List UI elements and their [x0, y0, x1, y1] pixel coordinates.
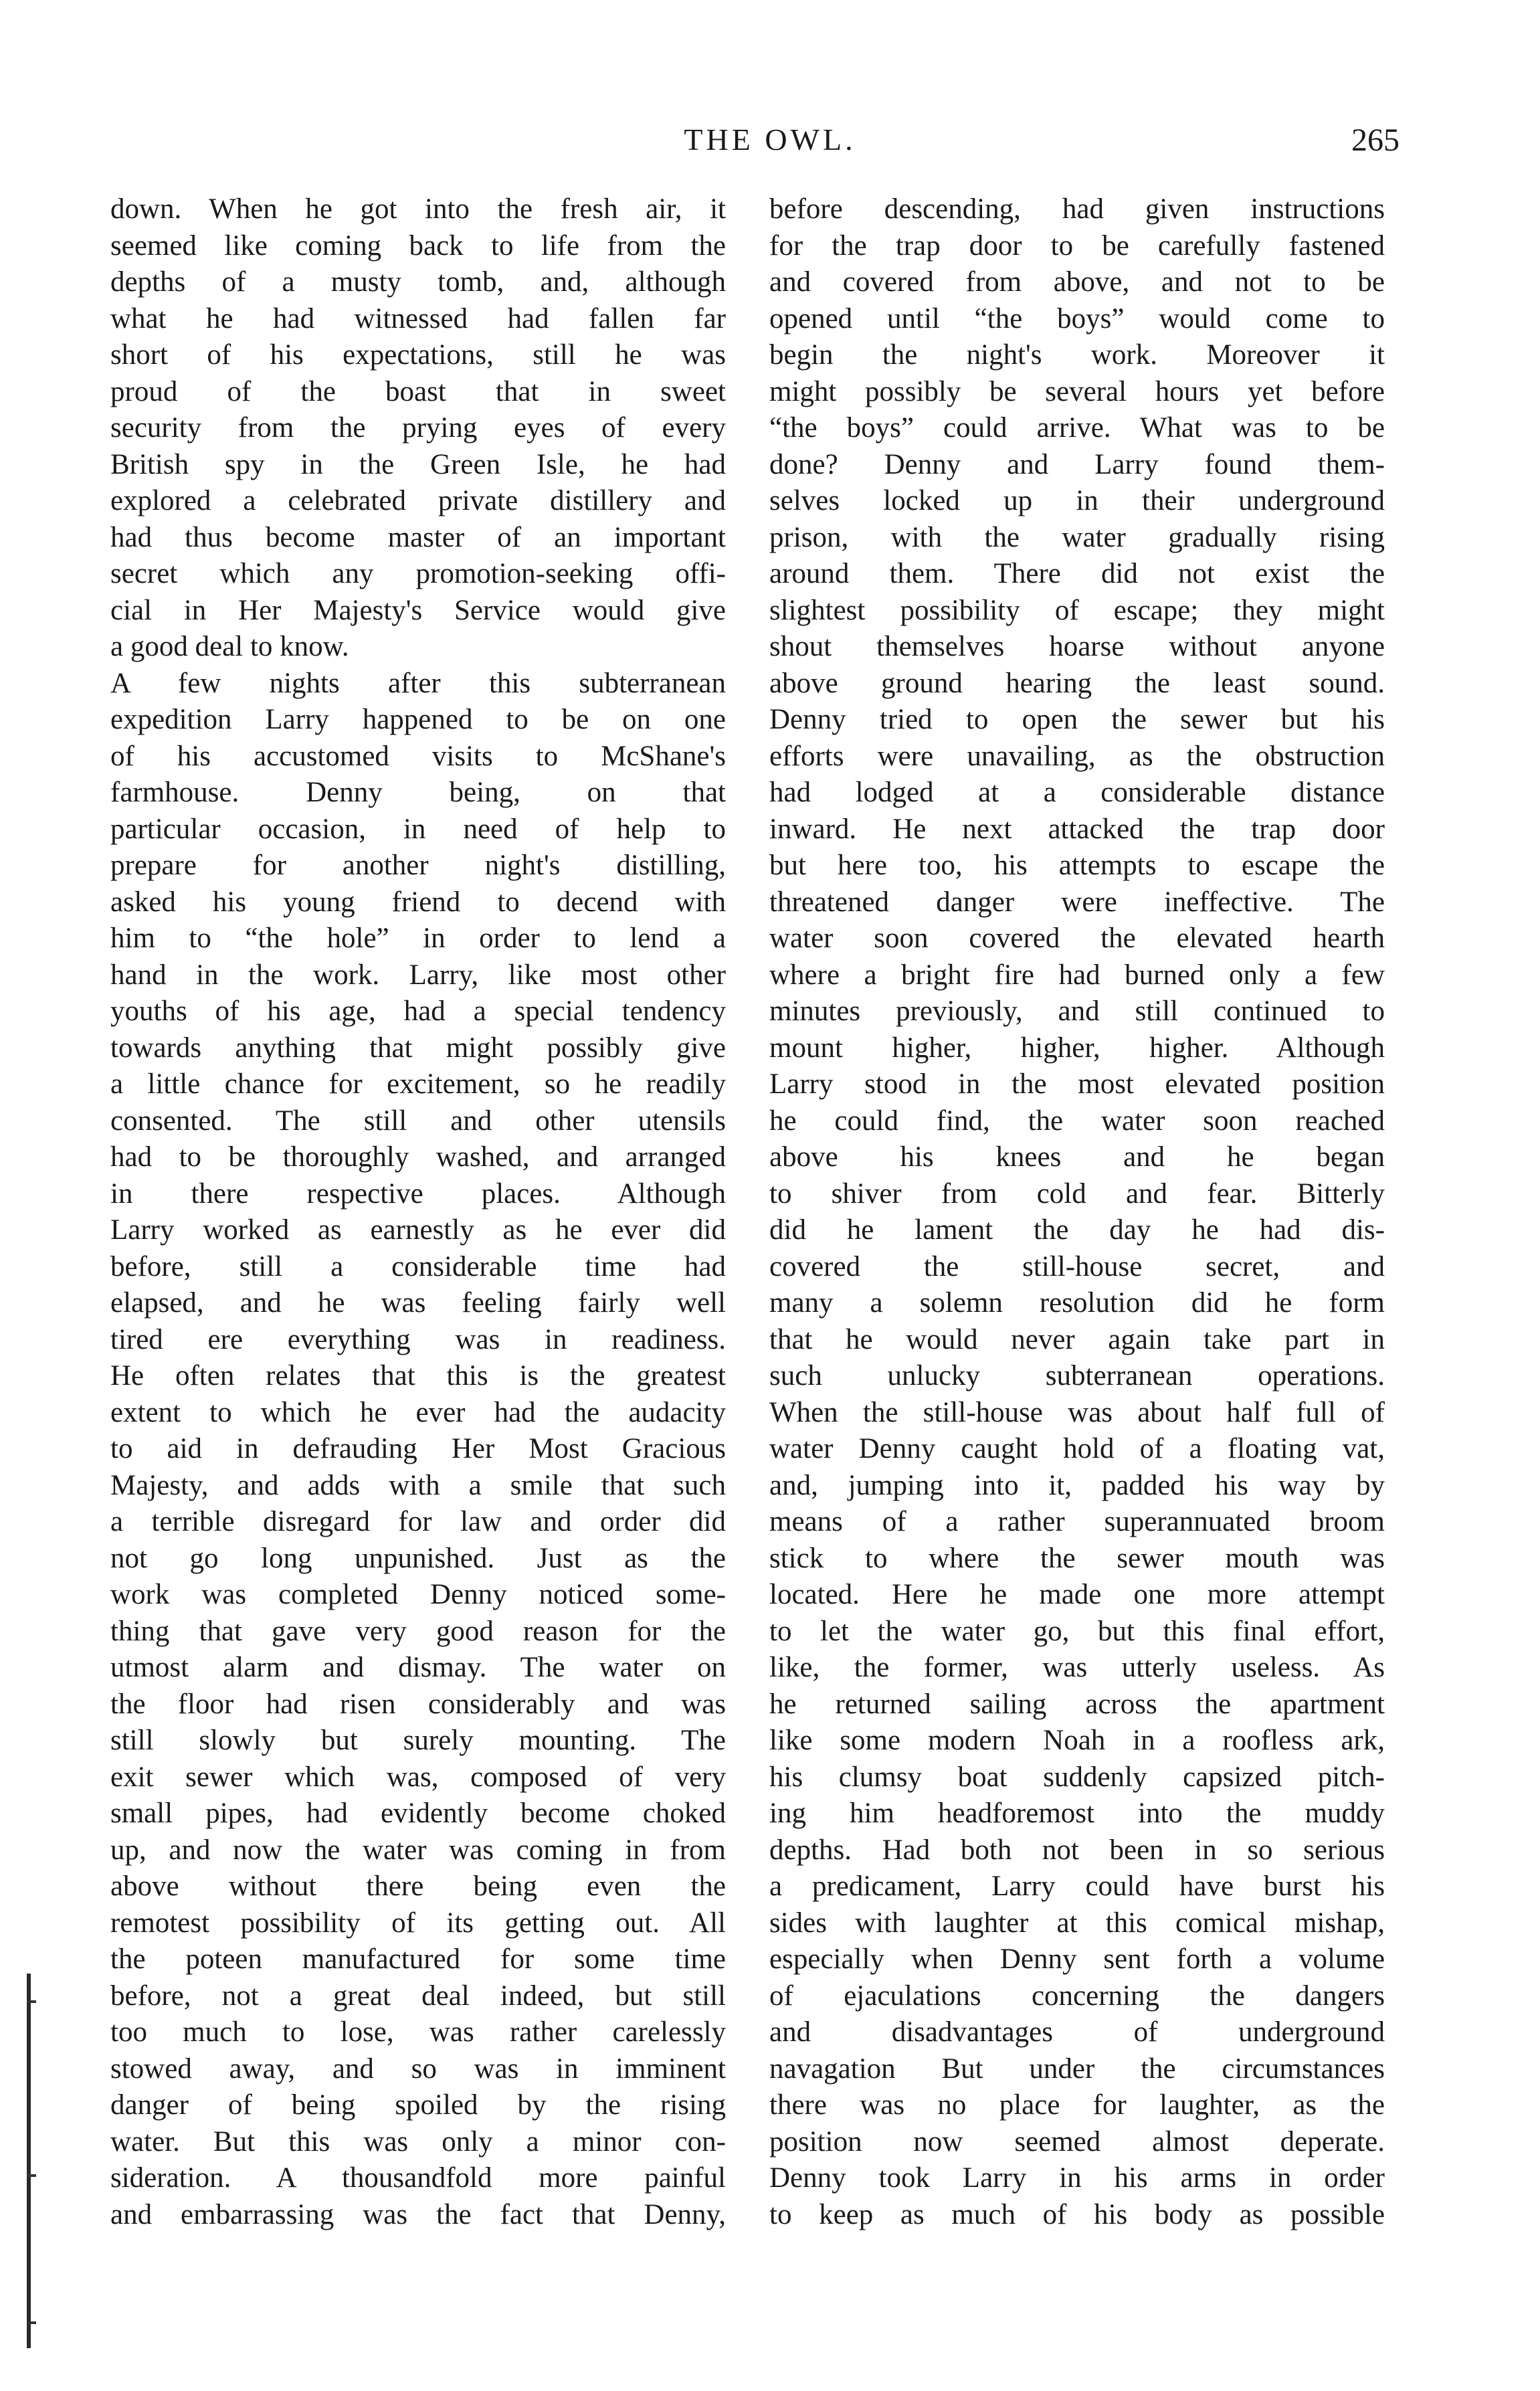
- text-line: what he had witnessed had fallen far: [110, 302, 726, 334]
- text-line: prison, with the water gradually rising: [769, 521, 1385, 553]
- text-line: a predicament, Larry could have burst his: [769, 1871, 1385, 1902]
- text-line: of his accustomed visits to McShane's: [110, 740, 726, 772]
- text-line: stowed away, and so was in imminent: [110, 2052, 726, 2085]
- edge-tick: [27, 2174, 36, 2177]
- text-line: where a bright fire had burned only a few: [769, 959, 1385, 991]
- text-line: proud of the boast that in sweet: [110, 375, 726, 407]
- text-line: Majesty, and adds with a smile that such: [110, 1469, 726, 1501]
- text-line: position now seemed almost deperate.: [769, 2125, 1385, 2158]
- edge-tick: [27, 2321, 36, 2324]
- text-line: Denny tried to open the sewer but his: [769, 704, 1385, 735]
- text-line: to aid in defrauding Her Most Gracious: [110, 1433, 726, 1464]
- text-line: down. When he got into the fresh air, it: [110, 193, 726, 225]
- text-line: cial in Her Majesty's Service would give: [110, 594, 726, 626]
- text-line: means of a rather superannuated broom: [769, 1506, 1385, 1537]
- text-line: done? Denny and Larry found them-: [769, 448, 1385, 480]
- text-line: above ground hearing the least sound.: [769, 667, 1385, 699]
- text-line: did he lament the day he had dis-: [769, 1214, 1385, 1246]
- text-line: prepare for another night's distilling,: [110, 850, 726, 881]
- text-line: to keep as much of his body as possible: [769, 2198, 1385, 2230]
- left-column: [110, 191, 726, 2233]
- text-line: danger of being spoiled by the rising: [110, 2089, 726, 2121]
- text-line: to let the water go, but this final effort,: [769, 1615, 1385, 1647]
- text-line: not go long unpunished. Just as the: [110, 1542, 726, 1574]
- text-line: water soon covered the elevated hearth: [769, 923, 1385, 954]
- text-line: inward. He next attacked the trap door: [769, 813, 1385, 845]
- text-line: for the trap door to be carefully fastened: [769, 229, 1385, 262]
- text-line: before descending, had given instructions: [769, 193, 1385, 225]
- text-line: tired ere everything was in readiness.: [110, 1323, 726, 1355]
- text-line: before, not a great deal indeed, but still: [110, 1980, 726, 2012]
- text-line: secret which any promotion-seeking offi-: [110, 558, 726, 589]
- text-line: remotest possibility of its getting out. All: [110, 1907, 726, 1939]
- text-line: begin the night's work. Moreover it: [769, 339, 1385, 371]
- text-line: a little chance for excitement, so he readily: [110, 1068, 726, 1100]
- text-line: towards anything that might possibly give: [110, 1032, 726, 1064]
- text-line: that he would never again take part in: [769, 1323, 1385, 1355]
- text-line: in there respective places. Although: [110, 1177, 726, 1210]
- text-line: “the boys” could arrive. What was to be: [769, 412, 1385, 444]
- text-line: mount higher, higher, higher. Although: [769, 1032, 1385, 1064]
- text-line: selves locked up in their underground: [769, 485, 1385, 516]
- page-edge-binding-mark: [27, 1974, 31, 2348]
- text-line: particular occasion, in need of help to: [110, 813, 726, 845]
- text-line: of ejaculations concerning the dangers: [769, 1980, 1385, 2012]
- text-line: ing him headforemost into the muddy: [769, 1798, 1385, 1829]
- text-line: still slowly but surely mounting. The: [110, 1725, 726, 1756]
- text-line: work was completed Denny noticed some-: [110, 1579, 726, 1610]
- running-header: [0, 122, 1540, 175]
- text-line: security from the prying eyes of every: [110, 412, 726, 444]
- text-line: had lodged at a considerable distance: [769, 777, 1385, 808]
- text-line: up, and now the water was coming in from: [110, 1834, 726, 1866]
- text-line: located. Here he made one more attempt: [769, 1579, 1385, 1610]
- text-line: him to “the hole” in order to lend a: [110, 923, 726, 954]
- text-line: short of his expectations, still he was: [110, 339, 726, 371]
- text-line: a terrible disregard for law and order did: [110, 1506, 726, 1537]
- text-line: Larry worked as earnestly as he ever did: [110, 1214, 726, 1246]
- text-line: extent to which he ever had the audacity: [110, 1396, 726, 1428]
- text-line: but here too, his attempts to escape the: [769, 850, 1385, 881]
- text-line: to shiver from cold and fear. Bitterly: [769, 1177, 1385, 1210]
- text-line: He often relates that this is the greatest: [110, 1360, 726, 1392]
- text-line: Larry stood in the most elevated position: [769, 1068, 1385, 1100]
- text-line: such unlucky subterranean operations.: [769, 1360, 1385, 1392]
- text-line: British spy in the Green Isle, he had: [110, 448, 726, 480]
- text-line: too much to lose, was rather carelessly: [110, 2016, 726, 2048]
- text-line: might possibly be several hours yet before: [769, 375, 1385, 407]
- text-line: like some modern Noah in a roofless ark,: [769, 1725, 1385, 1756]
- text-line: and covered from above, and not to be: [769, 266, 1385, 298]
- text-line: youths of his age, had a special tendency: [110, 995, 726, 1027]
- page-number: 265: [1351, 122, 1400, 158]
- text-line: water. But this was only a minor con-: [110, 2125, 726, 2158]
- text-line: like, the former, was utterly useless. As: [769, 1652, 1385, 1683]
- text-line: above without there being even the: [110, 1871, 726, 1902]
- text-line: shout themselves hoarse without anyone: [769, 631, 1385, 662]
- text-line: Denny took Larry in his arms in order: [769, 2162, 1385, 2194]
- text-line: a good deal to know.: [110, 631, 349, 662]
- text-line: elapsed, and he was feeling fairly well: [110, 1287, 726, 1319]
- right-column: [769, 191, 1385, 2233]
- text-line: and embarrassing was the fact that Denny,: [110, 2198, 726, 2230]
- text-line: When the still-house was about half full of: [769, 1396, 1385, 1428]
- text-line: there was no place for laughter, as the: [769, 2089, 1385, 2121]
- text-line: water Denny caught hold of a floating vat,: [769, 1433, 1385, 1464]
- edge-tick: [27, 2000, 36, 2003]
- text-line: and, jumping into it, padded his way by: [769, 1469, 1385, 1501]
- text-line: the poteen manufactured for some time: [110, 1943, 726, 1975]
- text-line: threatened danger were ineffective. The: [769, 886, 1385, 918]
- text-line: efforts were unavailing, as the obstruction: [769, 740, 1385, 772]
- text-line: thing that gave very good reason for the: [110, 1615, 726, 1647]
- text-line: exit sewer which was, composed of very: [110, 1761, 726, 1793]
- text-line: stick to where the sewer mouth was: [769, 1542, 1385, 1574]
- text-line: hand in the work. Larry, like most other: [110, 959, 726, 991]
- text-line: he returned sailing across the apartment: [769, 1688, 1385, 1720]
- text-line: and disadvantages of underground: [769, 2016, 1385, 2048]
- text-line: sideration. A thousandfold more painful: [110, 2162, 726, 2194]
- text-line: utmost alarm and dismay. The water on: [110, 1652, 726, 1683]
- text-line: seemed like coming back to life from the: [110, 229, 726, 262]
- text-line: had to be thoroughly washed, and arranged: [110, 1141, 726, 1173]
- text-line: A few nights after this subterranean: [110, 667, 726, 699]
- text-line: depths of a musty tomb, and, although: [110, 266, 726, 298]
- text-line: the floor had risen considerably and was: [110, 1688, 726, 1720]
- text-line: his clumsy boat suddenly capsized pitch-: [769, 1761, 1385, 1793]
- text-line: opened until “the boys” would come to: [769, 302, 1385, 334]
- text-line: many a solemn resolution did he form: [769, 1287, 1385, 1319]
- text-line: navagation But under the circumstances: [769, 2052, 1385, 2085]
- text-line: small pipes, had evidently become choked: [110, 1798, 726, 1829]
- text-line: especially when Denny sent forth a volume: [769, 1943, 1385, 1975]
- text-line: slightest possibility of escape; they might: [769, 594, 1385, 626]
- text-line: before, still a considerable time had: [110, 1250, 726, 1282]
- text-line: expedition Larry happened to be on one: [110, 704, 726, 735]
- text-line: minutes previously, and still continued to: [769, 995, 1385, 1027]
- text-line: he could find, the water soon reached: [769, 1105, 1385, 1137]
- text-line: covered the still-house secret, and: [769, 1250, 1385, 1282]
- text-line: farmhouse. Denny being, on that: [110, 777, 726, 808]
- text-line: above his knees and he began: [769, 1141, 1385, 1173]
- text-line: depths. Had both not been in so serious: [769, 1834, 1385, 1866]
- text-line: asked his young friend to decend with: [110, 886, 726, 918]
- text-line: around them. There did not exist the: [769, 558, 1385, 589]
- text-line: consented. The still and other utensils: [110, 1105, 726, 1137]
- running-title: THE OWL.: [684, 122, 856, 157]
- text-line: sides with laughter at this comical mishap,: [769, 1907, 1385, 1939]
- text-line: explored a celebrated private distillery and: [110, 485, 726, 516]
- text-line: had thus become master of an important: [110, 521, 726, 553]
